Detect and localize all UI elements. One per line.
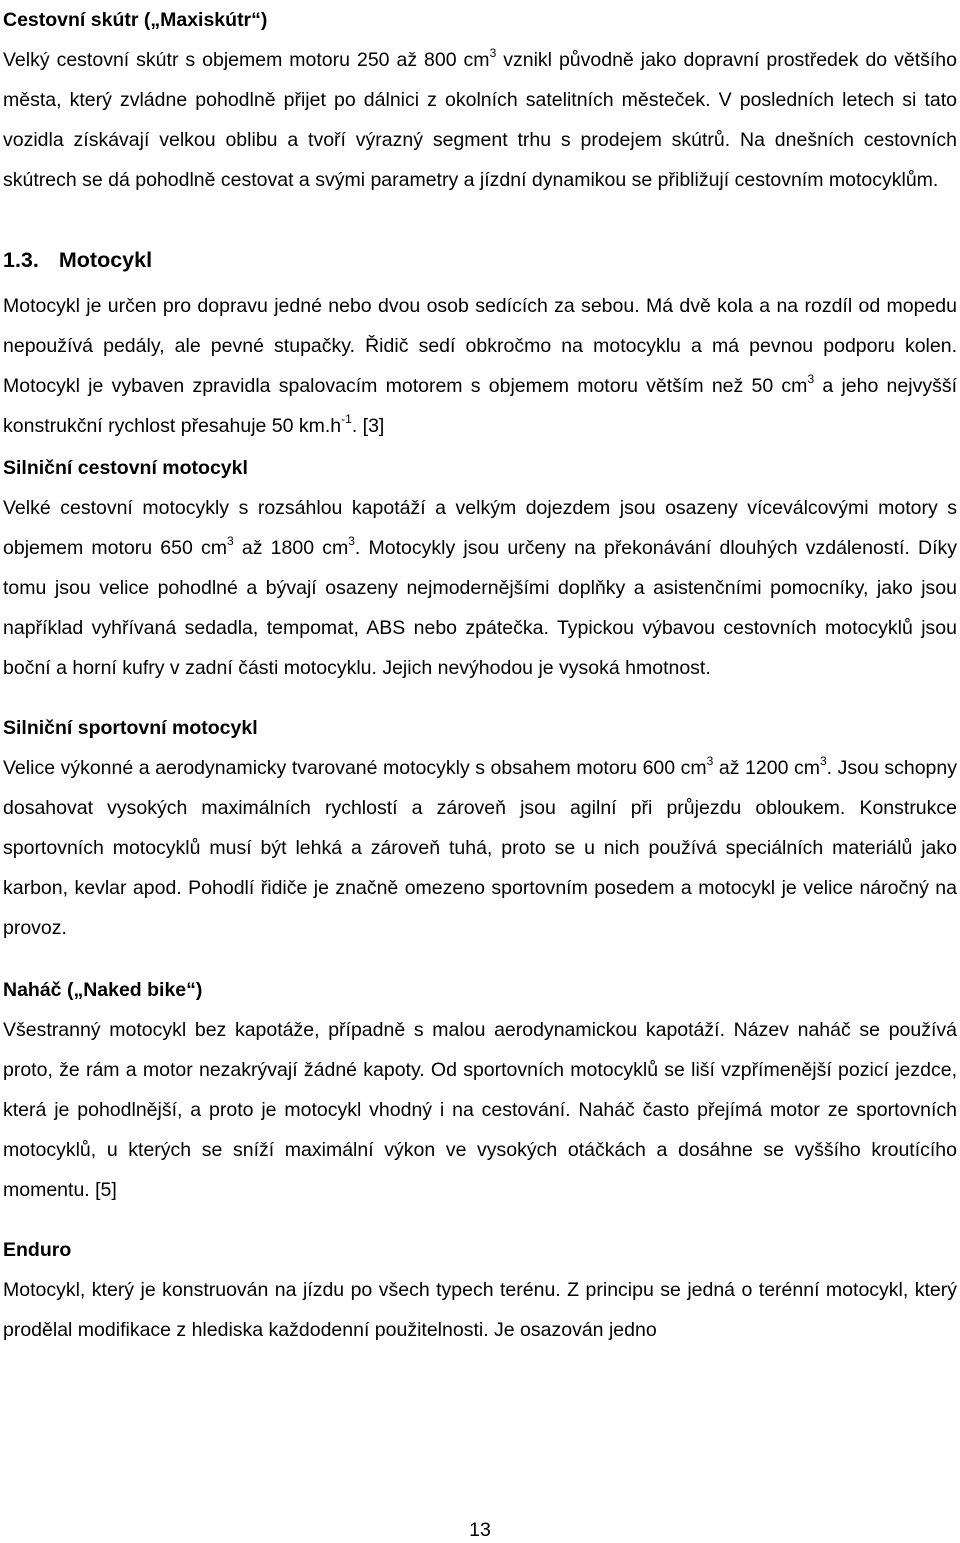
text-run: až 1800 cm <box>233 537 349 559</box>
superscript: 3 <box>489 46 497 60</box>
section-maxiskutr <box>3 0 957 200</box>
text-run: až 1200 cm <box>713 757 820 779</box>
text-run: Velké cestovní motocykly s rozsáhlou kapotáží a velkým dojezdem jsou osazeny víceválcovými motory s objemem motoru 650 cm <box>3 497 957 559</box>
section-number: 1.3. <box>3 248 39 272</box>
paragraph-motocykl <box>3 286 957 446</box>
section-heading-cestovni: Silniční cestovní motocykl <box>3 457 248 479</box>
text-run: a jeho nejvyšší konstrukční rychlost přesahuje 50 km.h <box>3 375 958 437</box>
superscript: 3 <box>807 372 815 386</box>
section-heading-sportovni: Silniční sportovní motocykl <box>3 717 258 739</box>
superscript: 3 <box>819 754 827 768</box>
text-run: . Jsou schopny dosahovat vysokých maximálních rychlostí a zároveň jsou agilní při průjezdu obloukem. Konstrukce sportovních motocyklů musí být lehká a zároveň tuhá, proto se u nich používá speciálních materiálů jako karbon, kevlar apod. Pohodlí řidiče je značně omezeno sportovním posedem a motocykl je velice náročný na provoz. <box>3 757 957 939</box>
section-cestovni-motocykl <box>3 448 957 688</box>
section-heading-enduro: Enduro <box>3 1239 72 1261</box>
section-sportovni-motocykl <box>3 708 957 948</box>
superscript: 3 <box>706 754 714 768</box>
paragraph-nahac <box>3 1010 957 1210</box>
text-run: . Motocykly jsou určeny na překonávání dlouhých vzdáleností. Díky tomu jsou velice pohodlné a bývají osazeny nejmodernějšími doplňky a asistenčními pomocníky, jako jsou například vyhřívaná sedadla, tempomat, ABS nebo zpátečka. Typickou výbavou cestovních motocyklů jsou boční a horní kufry v zadní části motocyklu. Jejich nevýhodou je vysoká hmotnost. <box>3 537 957 679</box>
paragraph-enduro <box>3 1270 957 1350</box>
paragraph-cestovni <box>3 488 957 688</box>
superscript: 3 <box>348 534 355 548</box>
text-run: . [3] <box>351 415 385 437</box>
text-run: Velký cestovní skútr s objemem motoru 250 až 800 cm <box>3 49 490 71</box>
section-title: Motocykl <box>58 248 153 272</box>
section-heading-maxiskutr: Cestovní skútr („Maxiskútr“) <box>3 9 268 31</box>
spacer <box>3 200 957 240</box>
section-enduro <box>3 1230 957 1350</box>
section-nahac <box>3 970 957 1210</box>
text-run: Velice výkonné a aerodynamicky tvarované motocykly s obsahem motoru 600 cm <box>3 757 707 779</box>
section-title-motocykl <box>3 240 957 280</box>
page-number: 13 <box>469 1519 491 1541</box>
section-motocykl <box>3 240 957 446</box>
text-run: vznikl původně jako dopravní prostředek do většího města, který zvládne pohodlně přijet po dálnici z okolních satelitních městeček. V posledních letech si tato vozidla získávají velkou oblibu a tvoří výrazný segment trhu s prodejem skútrů. Na dnešních cestovních skútrech se dá pohodlně cestovat a svými parametry a jízdní dynamikou se přibližují cestovním motocyklům. <box>3 49 957 191</box>
superscript: 3 <box>227 534 234 548</box>
text-run: Všestranný motocykl bez kapotáže, případně s malou aerodynamickou kapotáží. Název naháč se používá proto, že rám a motor nezakrývají žádné kapoty. Od sportovních motocyklů se liší vzpřímenější pozicí jezdce, která je pohodlnější, a proto je motocykl vhodný i na cestování. Naháč často přejímá motor ze sportovních motocyklů, u kterých se sníží maximální výkon ve vysokých otáčkách a dosáhne se vyššího kroutícího momentu. [5] <box>3 1019 957 1201</box>
text-run: Motocykl je určen pro dopravu jedné nebo dvou osob sedících za sebou. Má dvě kola a na rozdíl od mopedu nepoužívá pedály, ale pevné stupačky. Řidič sedí obkročmo na motocyklu a má pevnou podporu kolen. Motocykl je vybaven zpravidla spalovacím motorem s objemem motoru větším než 50 cm <box>3 295 957 397</box>
text-run: Motocykl, který je konstruován na jízdu po všech typech terénu. Z principu se jedná o terénní motocykl, který prodělal modifikace z hlediska každodenní použitelnosti. Je osazován jedno <box>3 1279 957 1341</box>
document-page <box>3 0 957 1350</box>
paragraph-sportovni <box>3 748 957 948</box>
superscript: -1 <box>341 412 352 426</box>
section-heading-nahac: Naháč („Naked bike“) <box>3 979 203 1001</box>
paragraph-maxiskutr <box>3 40 957 200</box>
